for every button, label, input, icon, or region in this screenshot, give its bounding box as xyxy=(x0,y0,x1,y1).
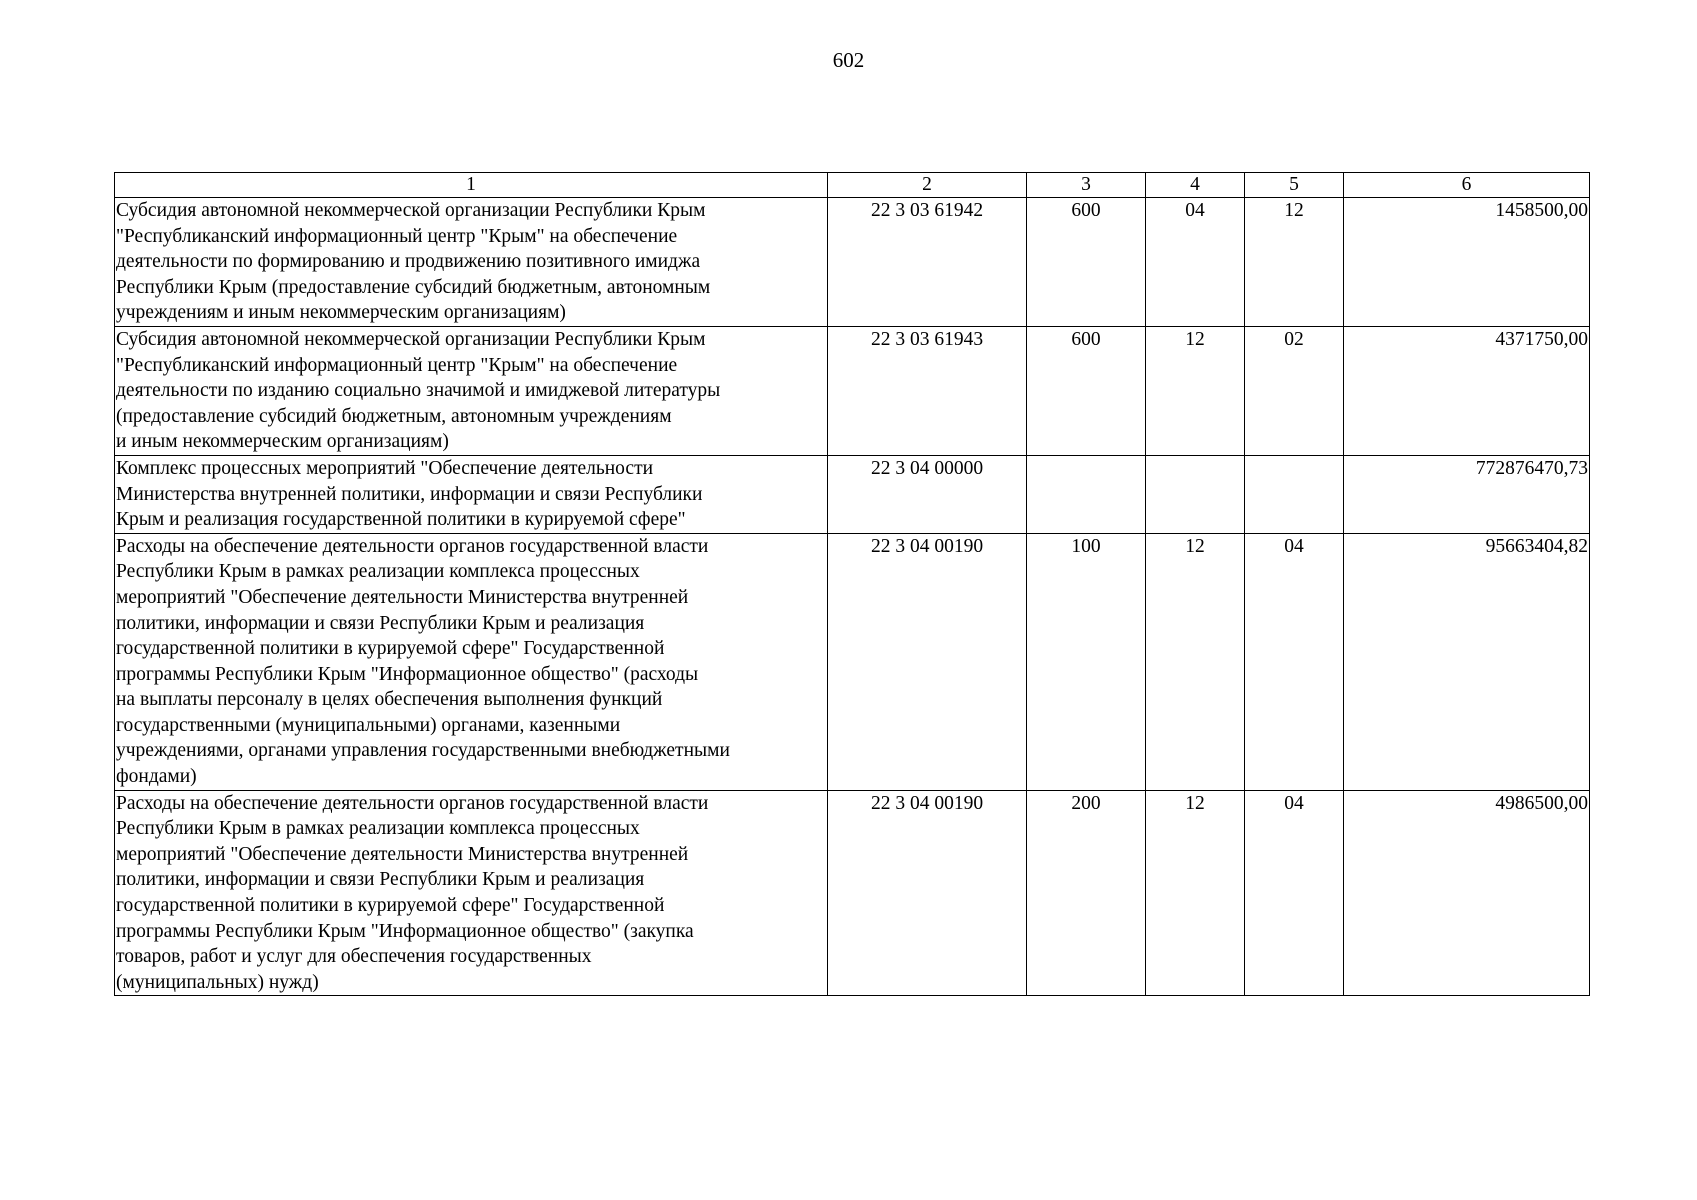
row-sum-cell: 95663404,82 xyxy=(1344,533,1590,790)
row-pr-cell: 02 xyxy=(1245,326,1344,455)
row-code-cell: 22 3 03 61943 xyxy=(828,326,1027,455)
row-sum-cell: 772876470,73 xyxy=(1344,455,1590,533)
row-code-cell: 22 3 03 61942 xyxy=(828,198,1027,327)
row-rz-cell xyxy=(1146,455,1245,533)
row-code-cell: 22 3 04 00190 xyxy=(828,533,1027,790)
page-number: 602 xyxy=(832,48,865,72)
row-rz-cell: 04 xyxy=(1146,198,1245,327)
row-vr-cell: 600 xyxy=(1027,198,1146,327)
row-pr-cell: 04 xyxy=(1245,533,1344,790)
column-header-1: 1 xyxy=(115,173,828,198)
column-header-2: 2 xyxy=(828,173,1027,198)
row-sum-cell: 4986500,00 xyxy=(1344,790,1590,996)
column-header-3: 3 xyxy=(1027,173,1146,198)
row-pr-cell xyxy=(1245,455,1344,533)
table-header-row xyxy=(115,173,1590,198)
column-header-4: 4 xyxy=(1146,173,1245,198)
row-pr-cell: 04 xyxy=(1245,790,1344,996)
row-name-cell: Субсидия автономной некоммерческой организации Республики Крым "Республиканский информационный центр "Крым" на обеспечение деятельности по изданию социально значимой и имиджевой литературы (предоставление субсидий бюджетным, автономным учреждениям и иным некоммерческим организациям) xyxy=(115,326,828,455)
row-sum-cell: 1458500,00 xyxy=(1344,198,1590,327)
row-rz-cell: 12 xyxy=(1146,790,1245,996)
row-code-cell: 22 3 04 00000 xyxy=(828,455,1027,533)
row-pr-cell: 12 xyxy=(1245,198,1344,327)
row-name-cell: Комплекс процессных мероприятий "Обеспечение деятельности Министерства внутренней политики, информации и связи Республики Крым и реализация государственной политики в курируемой сфере" xyxy=(115,455,828,533)
table-row xyxy=(115,790,1590,996)
row-rz-cell: 12 xyxy=(1146,326,1245,455)
row-vr-cell: 200 xyxy=(1027,790,1146,996)
row-vr-cell xyxy=(1027,455,1146,533)
row-vr-cell: 100 xyxy=(1027,533,1146,790)
budget-table xyxy=(114,172,1590,996)
table-row xyxy=(115,326,1590,455)
row-name-cell: Расходы на обеспечение деятельности органов государственной власти Республики Крым в рамках реализации комплекса процессных мероприятий "Обеспечение деятельности Министерства внутренней политики, информации и связи Республики Крым и реализация государственной политики в курируемой сфере" Государственной программы Республики Крым "Информационное общество" (расходы на выплаты персоналу в целях обеспечения выполнения функций государственными (муниципальными) органами, казенными учреждениями, органами управления государственными внебюджетными фондами) xyxy=(115,533,828,790)
row-rz-cell: 12 xyxy=(1146,533,1245,790)
row-sum-cell: 4371750,00 xyxy=(1344,326,1590,455)
row-name-cell: Расходы на обеспечение деятельности органов государственной власти Республики Крым в рамках реализации комплекса процессных мероприятий "Обеспечение деятельности Министерства внутренней политики, информации и связи Республики Крым и реализация государственной политики в курируемой сфере" Государственной программы Республики Крым "Информационное общество" (закупка товаров, работ и услуг для обеспечения государственных (муниципальных) нужд) xyxy=(115,790,828,996)
row-code-cell: 22 3 04 00190 xyxy=(828,790,1027,996)
table-row xyxy=(115,533,1590,790)
column-header-5: 5 xyxy=(1245,173,1344,198)
table-row xyxy=(115,455,1590,533)
column-header-6: 6 xyxy=(1344,173,1590,198)
row-name-cell: Субсидия автономной некоммерческой организации Республики Крым "Республиканский информационный центр "Крым" на обеспечение деятельности по формированию и продвижению позитивного имиджа Республики Крым (предоставление субсидий бюджетным, автономным учреждениям и иным некоммерческим организациям) xyxy=(115,198,828,327)
table-row xyxy=(115,198,1590,327)
row-vr-cell: 600 xyxy=(1027,326,1146,455)
